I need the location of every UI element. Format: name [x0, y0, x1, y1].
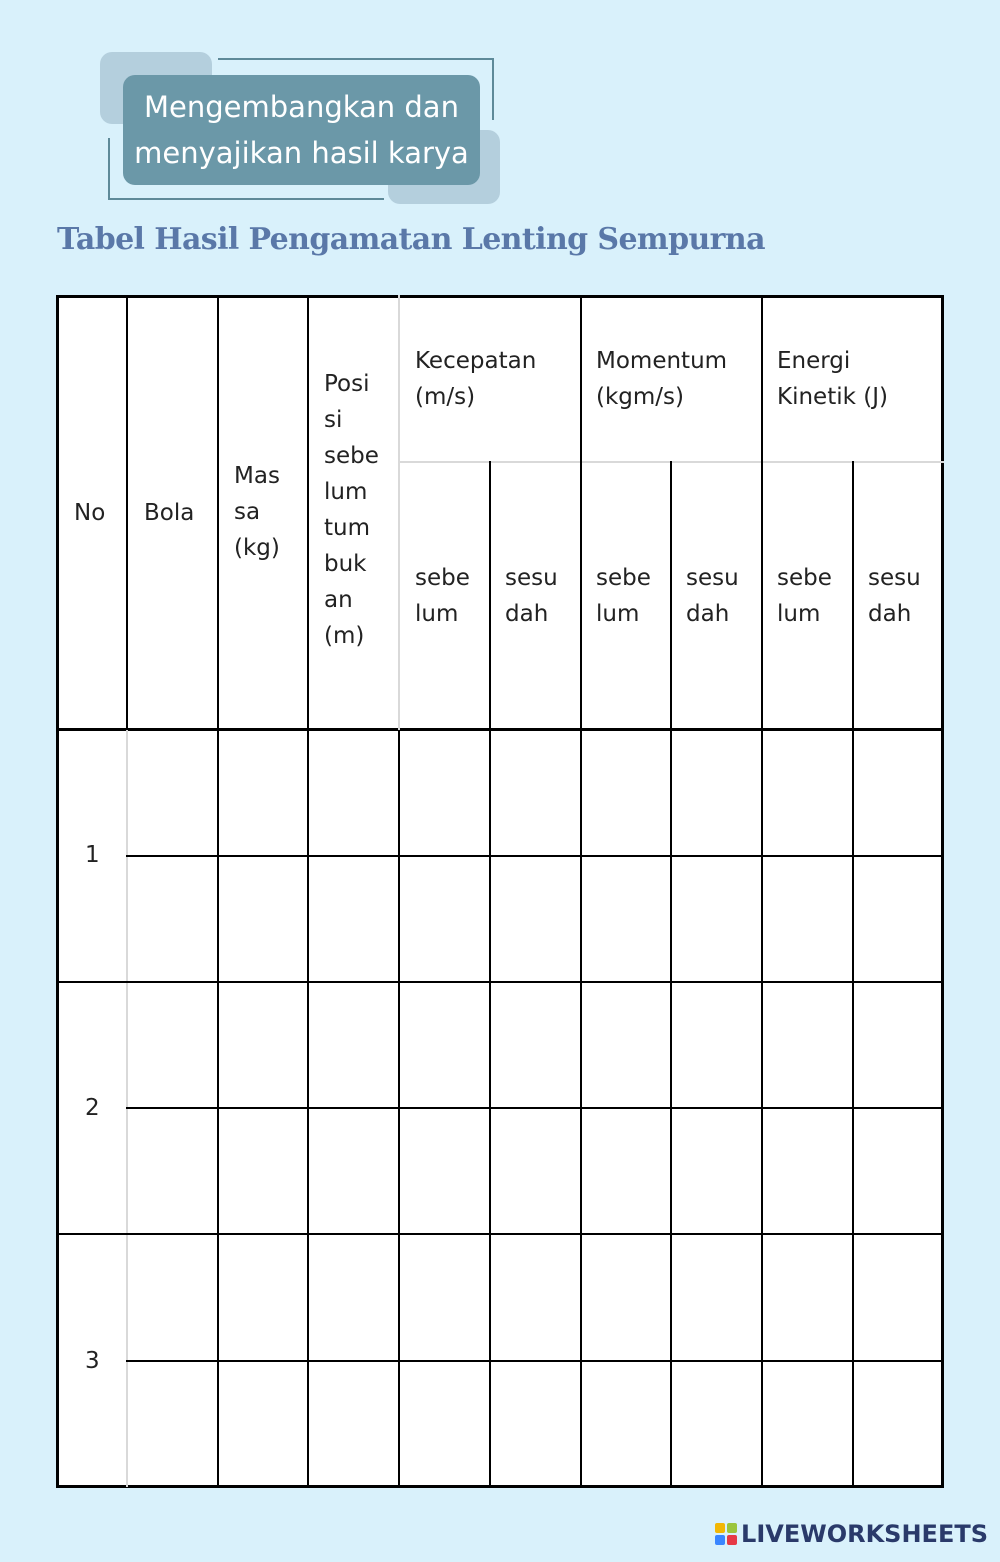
subheader-line: lum	[596, 601, 640, 627]
subheader-line: sesu	[868, 565, 921, 591]
col-header-bola: Bola	[144, 500, 195, 526]
liveworksheets-brand	[715, 1520, 988, 1548]
row-divider	[126, 1107, 944, 1109]
badge-line-2: menyajikan hasil karya	[134, 136, 469, 170]
col-header-energi	[777, 343, 888, 415]
posisi-line: (m)	[324, 623, 365, 649]
col-header-kecepatan	[415, 343, 536, 415]
subheader-sesudah	[868, 560, 921, 632]
logo-square	[727, 1523, 737, 1533]
massa-line: sa	[234, 499, 261, 525]
energi-line: Kinetik (J)	[777, 384, 888, 410]
kecepatan-line: Kecepatan	[415, 348, 537, 374]
subheader-line: sebe	[415, 565, 470, 591]
row-divider	[56, 981, 944, 983]
column-divider	[217, 295, 219, 1488]
massa-line: (kg)	[234, 535, 280, 561]
posisi-line: sebe	[324, 443, 379, 469]
table-border	[56, 295, 59, 1488]
posisi-line: buk	[324, 551, 367, 577]
table-border	[56, 295, 944, 298]
posisi-line: si	[324, 407, 343, 433]
subheader-line: dah	[686, 601, 730, 627]
liveworksheets-logo-icon	[715, 1523, 737, 1545]
col-header-massa	[234, 458, 280, 566]
column-divider	[126, 295, 128, 730]
row-number: 3	[85, 1348, 100, 1374]
subheader-line: sebe	[777, 565, 832, 591]
table-border	[56, 1485, 944, 1488]
column-divider	[398, 295, 400, 730]
posisi-line: an	[324, 587, 353, 613]
subheader-line: lum	[777, 601, 821, 627]
subheader-sebelum	[596, 560, 651, 632]
badge-frame-line	[492, 58, 494, 120]
row-divider	[126, 855, 944, 857]
page-title: Tabel Hasil Pengamatan Lenting Sempurna	[57, 222, 765, 257]
column-divider	[489, 461, 491, 1488]
header-divider	[56, 728, 944, 731]
col-header-momentum	[596, 343, 727, 415]
column-divider	[670, 461, 672, 1488]
row-number: 1	[85, 842, 100, 868]
subheader-line: dah	[868, 601, 912, 627]
col-header-no: No	[74, 500, 106, 526]
logo-square	[715, 1523, 725, 1533]
energi-line: Energi	[777, 348, 851, 374]
subheader-line: lum	[415, 601, 459, 627]
row-divider	[126, 1360, 944, 1362]
subheader-line: sebe	[596, 565, 651, 591]
column-divider	[580, 295, 582, 1488]
subheader-sebelum	[777, 560, 832, 632]
momentum-line: (kgm/s)	[596, 384, 685, 410]
row-divider	[56, 1233, 944, 1235]
badge-frame-line	[108, 198, 384, 200]
massa-line: Mas	[234, 463, 280, 489]
col-header-posisi	[324, 366, 379, 654]
badge-frame-line	[218, 58, 494, 60]
subheader-sebelum	[415, 560, 470, 632]
subheader-line: sesu	[686, 565, 739, 591]
column-divider	[761, 295, 763, 1488]
posisi-line: tum	[324, 515, 370, 541]
subheader-line: dah	[505, 601, 549, 627]
section-badge	[123, 75, 480, 185]
brand-name: LIVEWORKSHEETS	[741, 1520, 988, 1548]
column-divider	[307, 295, 309, 1488]
momentum-line: Momentum	[596, 348, 728, 374]
kecepatan-line: (m/s)	[415, 384, 476, 410]
subheader-sesudah	[505, 560, 558, 632]
logo-square	[715, 1535, 725, 1545]
table-border	[941, 295, 944, 1488]
logo-square	[727, 1535, 737, 1545]
row-number: 2	[85, 1095, 100, 1121]
posisi-line: Posi	[324, 371, 370, 397]
subheader-sesudah	[686, 560, 739, 632]
badge-frame-line	[108, 138, 110, 200]
column-divider	[852, 461, 854, 1488]
observation-table	[56, 295, 944, 1488]
badge-line-1: Mengembangkan dan	[144, 90, 459, 124]
subheader-line: sesu	[505, 565, 558, 591]
posisi-line: lum	[324, 479, 368, 505]
